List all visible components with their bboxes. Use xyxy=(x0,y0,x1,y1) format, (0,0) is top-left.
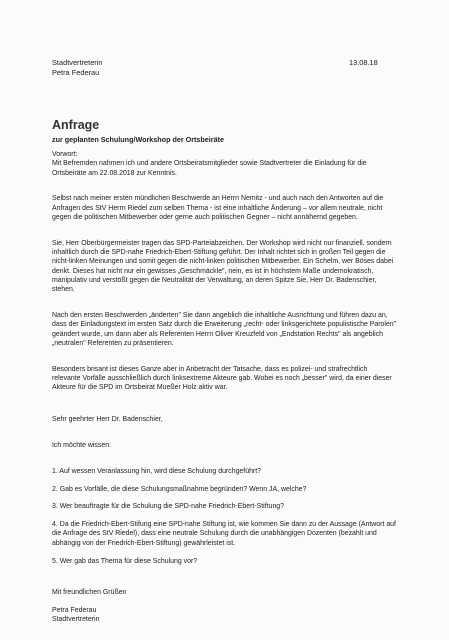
closing: Mit freundlichen Grüßen xyxy=(52,589,127,597)
letter-subtitle: zur geplanten Schulung/Workshop der Ortsbeiräte xyxy=(52,135,224,144)
paragraph-2: Sie, Herr Oberbürgermeister tragen das SPD-Parteiabzeichen. Der Workshop wird nicht nur finanziell, sondern inhaltlich durch die SPD-nahe Friedrich-Ebert-Stiftung geführt. Der Inhalt richtet sich in großen Teil gegen die nicht-linken Meinungen und somit gegen die nicht-linken politischen Mitbewerber. Ein Schelm, wer Böses dabei denkt. Dieses hat nicht nur ein gewisses „Geschmäckle", nein, es ist in höchstem Maße undemokratisch, manipulativ und verstößt gegen die Neutralität der Verwaltung, an deren Spitze Sie, Herr Dr. Badenschier, stehen. xyxy=(52,239,394,294)
vorwort-text: Mit Befremden nahmen ich und andere Ortsbeiratsmitglieder sowie Stadtvertreter die Einladung für die Ortsbeiräte am 22.08.2018 zur Kenntnis. xyxy=(52,160,367,177)
signature-name: Petra Federau xyxy=(52,607,97,615)
letter-date: 13.08.18 xyxy=(349,58,378,67)
list-item: 2. Gab es Vorfälle, die diese Schulungsmaßnahme begründen? Wenn JA, welche? xyxy=(52,485,307,493)
letter-body xyxy=(52,150,397,625)
question-list xyxy=(52,467,397,566)
paragraph-3: Nach den ersten Beschwerden „änderten" Sie dann angeblich die inhaltliche Ausrichtung und führen dazu an, dass der Einladungstext im ersten Satz durch die Erweiterung „recht- oder linksgerichtete populistische Parolen" geändert wurde, um dann aber als Referenten Herrn Oliver Kreuzfeld von „Endstation Rechts" als angeblich „neutralen" Referenten zu präsentieren. xyxy=(52,312,397,347)
paragraph-4: Besonders brisant ist dieses Ganze aber in Anbetracht der Tatsache, dass es polizei- und strafrechtlich relevante Vorfälle ausschließlich durch linksextreme Akteure gab. Wobei es noch „besser" wird, da einer dieser Akteure für die SPD im Ortsbeirat Mueßer Holz aktiv war. xyxy=(52,365,392,392)
list-item: 5. Wer gab das Thema für diese Schulung vor? xyxy=(52,557,198,565)
list-item: 4. Da die Friedrich-Ebert-Stifung eine SPD-nahe Stiftung ist, wie kommen Sie dann zu der Aussage (Antwort auf die Anfrage des StV Riedel), dass eine neutrale Schulung durch die unabhängigen Dozenten (bezahlt und abhängig von der Friedrich-Ebert-Stiftung) gewährleistet ist. xyxy=(52,521,396,547)
salutation: Sehr geehrter Herr Dr. Badenschier, xyxy=(52,416,163,424)
questions-intro: Ich möchte wissen: xyxy=(52,441,111,449)
signature-role: Stadtvertreterin xyxy=(52,616,100,624)
sender-role: Stadtvertreterin xyxy=(52,58,103,67)
sender-block xyxy=(52,58,103,78)
sender-name: Petra Federau xyxy=(52,68,100,77)
vorwort-label: Vorwort: xyxy=(52,151,78,158)
list-item: 3. Wer beauftragte für die Schulung die SPD-nahe Friedrich-Ebert-Stiftung? xyxy=(52,503,285,511)
paragraph-1: Selbst nach meiner ersten mündlichen Beschwerde an Herrn Nemitz - und auch nach den Antworten auf die Anfragen des StV Herrn Riedel zum selben Thema - ist eine inhaltliche Änderung – vor allem neutrale, nicht gegen die politischen Mitbewerber oder gerne auch politischen Gegner – nicht annähernd gegeben. xyxy=(52,195,384,221)
signature-block xyxy=(52,606,397,625)
list-item: 1. Auf wessen Veranlassung hin, wird diese Schulung durchgeführt? xyxy=(52,467,262,475)
letter-title: Anfrage xyxy=(52,118,100,132)
